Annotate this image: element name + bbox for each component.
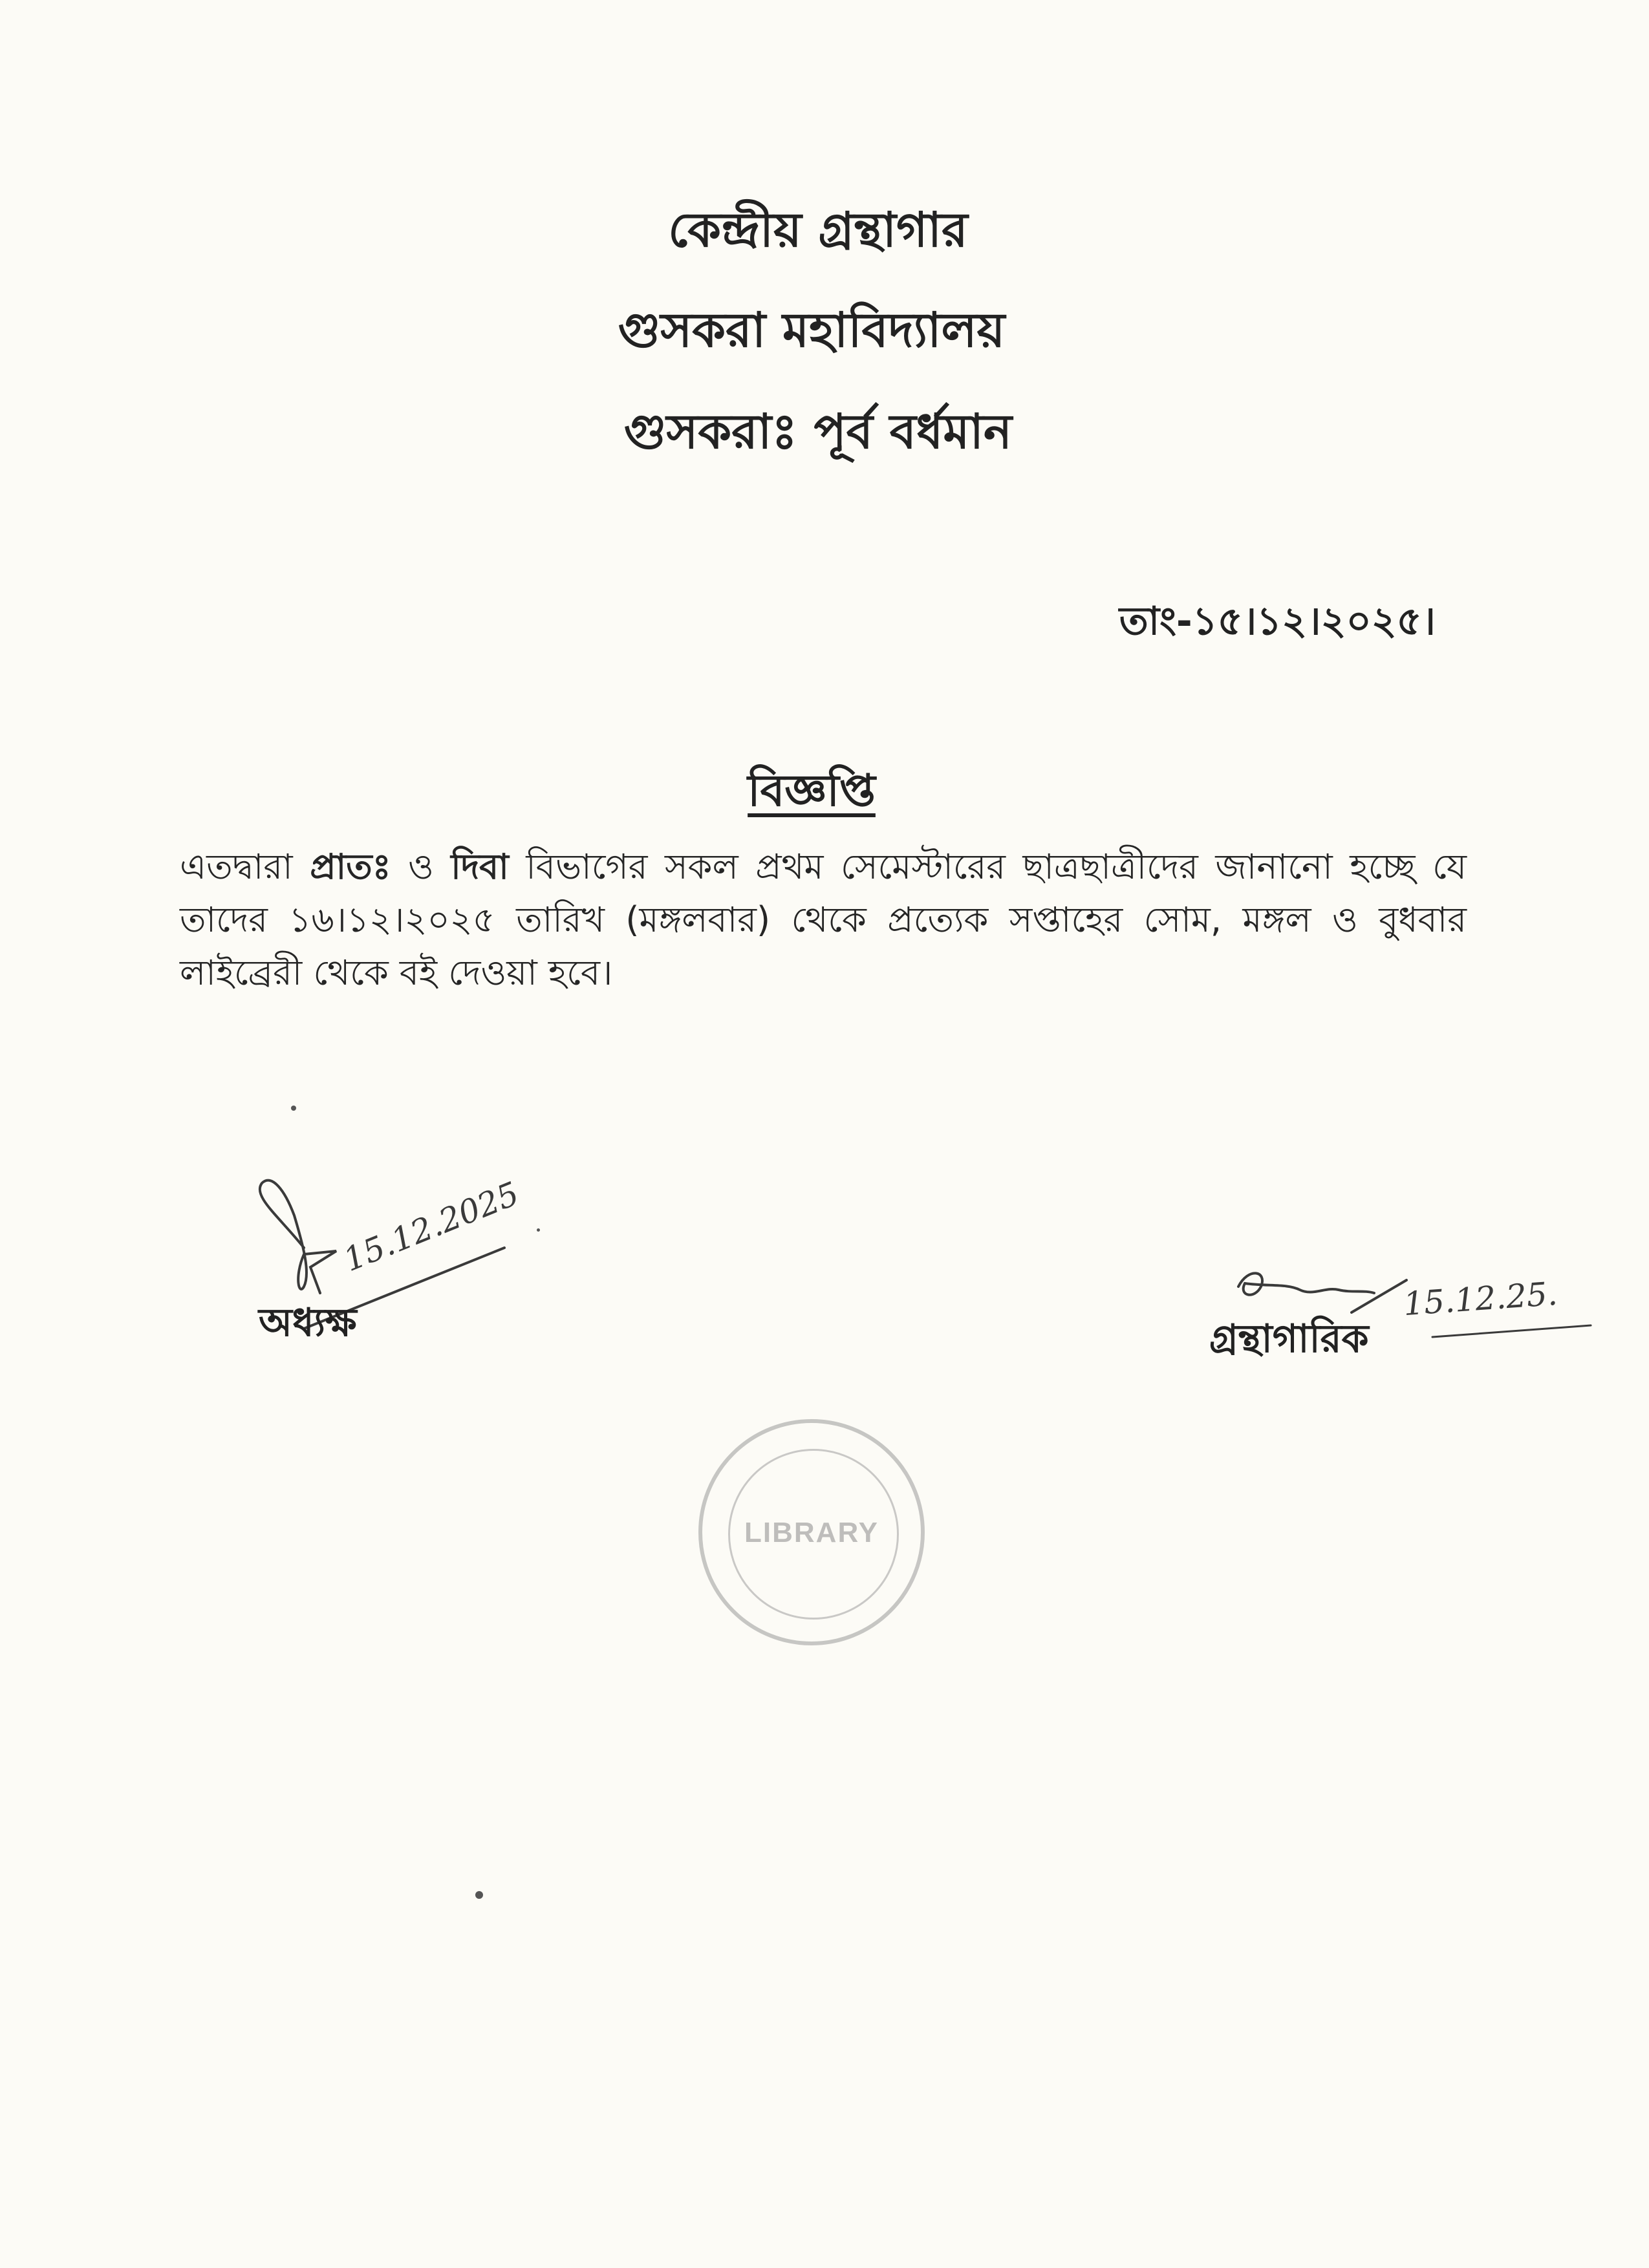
- ink-speck: [291, 1106, 296, 1111]
- principal-signature: [260, 1181, 336, 1293]
- body-bold-day: দিবা: [451, 846, 509, 887]
- college-name: গুসকরা মহাবিদ্যালয়: [618, 303, 1006, 358]
- notice-title-text: বিজ্ঞপ্তি: [748, 765, 876, 817]
- librarian-label: গ্রন্থাগারিক: [1209, 1316, 1369, 1362]
- body-bold-morning: প্রাতঃ: [310, 846, 391, 887]
- college-location: গুসকরাঃ পূর্ব বর্ধমান: [623, 404, 1013, 460]
- principal-label: অধ্যক্ষ: [259, 1300, 357, 1345]
- notice-body: [180, 840, 1467, 1000]
- librarian-sign-date: 15.12.25.: [1402, 1274, 1559, 1323]
- ink-speck: [537, 1228, 540, 1232]
- notice-title: [0, 756, 1623, 830]
- library-name: কেন্দ্রীয় গ্রন্থাগার: [668, 202, 968, 258]
- librarian-signature-stroke: [1352, 1280, 1406, 1312]
- principal-sign-date: 15.12.2025: [338, 1174, 524, 1279]
- notice-date: তাং-১৫।১২।২০২৫।: [1119, 599, 1436, 644]
- library-stamp: [698, 1419, 925, 1645]
- ink-speck: [475, 1891, 483, 1899]
- librarian-date-underline: [1432, 1325, 1591, 1337]
- body-prefix: এতদ্বারা: [180, 846, 310, 887]
- body-mid: ও: [391, 846, 451, 887]
- librarian-signature: [1238, 1273, 1374, 1294]
- body-rest: বিভাগের সকল প্রথম সেমেস্টারের ছাত্রছাত্রীদের জানানো হচ্ছে যে তাদের ১৬।১২।২০২৫ তারিখ (মঙ্গলবার) থেকে প্রত্যেক সপ্তাহের সোম, মঙ্গল ও বুধবার লাইব্রেরী থেকে বই দেওয়া হবে।: [180, 846, 1467, 993]
- stamp-text: LIBRARY: [744, 1517, 879, 1548]
